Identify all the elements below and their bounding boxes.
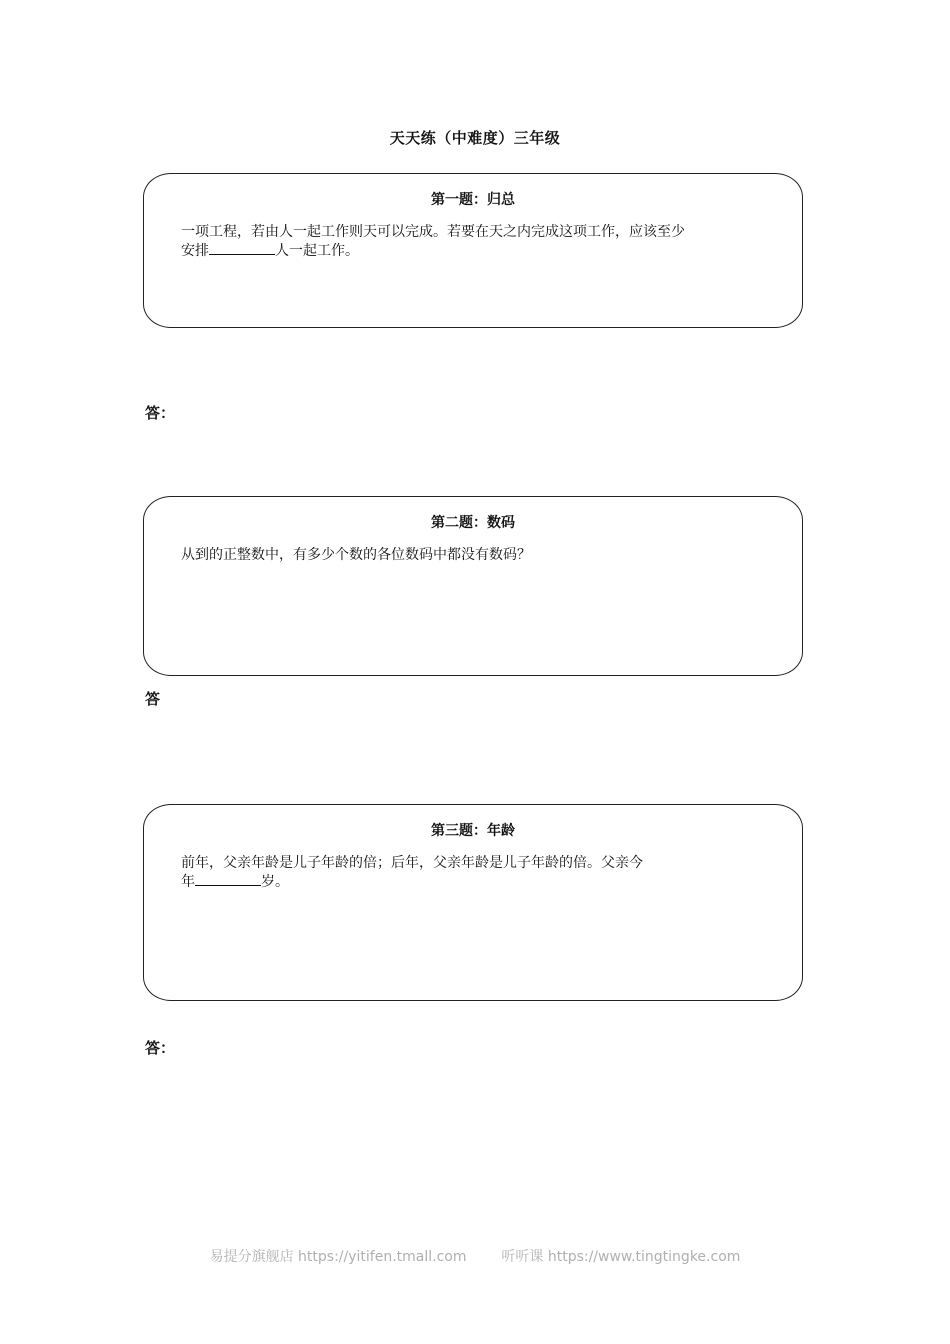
footer-site-url[interactable]: https://www.tingtingke.com [547,1249,741,1265]
question-text [181,547,776,564]
question-text-segment: 人一起工作。 [275,243,359,259]
footer-watermark [0,1246,950,1266]
answer-label: 答： [145,1039,176,1057]
question-text-segment: 岁。 [261,874,289,890]
question-box-3 [143,804,803,1001]
question-heading: 第一题：归总 [431,192,515,208]
answer-label: 答 [145,690,161,708]
answer-label: 答： [145,404,176,422]
question-heading: 第三题：年龄 [431,823,515,839]
question-text-segment: 年 [181,874,195,890]
footer-shop-name: 易提分旗舰店 [209,1249,294,1265]
question-text [181,855,776,891]
question-box-1 [143,173,803,328]
footer-shop-url[interactable]: https://yitifen.tmall.com [298,1249,467,1265]
question-text-line: 前年，父亲年龄是儿子年龄的倍；后年，父亲年龄是儿子年龄的倍。父亲今 [181,855,643,871]
footer-site-name: 听听课 [501,1249,544,1265]
question-text [181,224,776,260]
question-text-line [181,872,776,891]
question-text-line: 从到的正整数中，有多少个数的各位数码中都没有数码？ [181,547,531,563]
question-box-2 [143,496,803,676]
question-text-line [181,241,776,260]
question-text-line: 一项工程，若由人一起工作则天可以完成。若要在天之内完成这项工作，应该至少 [181,224,685,240]
question-text-segment: 安排 [181,243,209,259]
question-heading: 第二题：数码 [431,515,515,531]
answer-blank[interactable] [209,241,275,255]
answer-blank[interactable] [195,872,261,886]
page-title: 天天练（中难度）三年级 [389,129,561,147]
